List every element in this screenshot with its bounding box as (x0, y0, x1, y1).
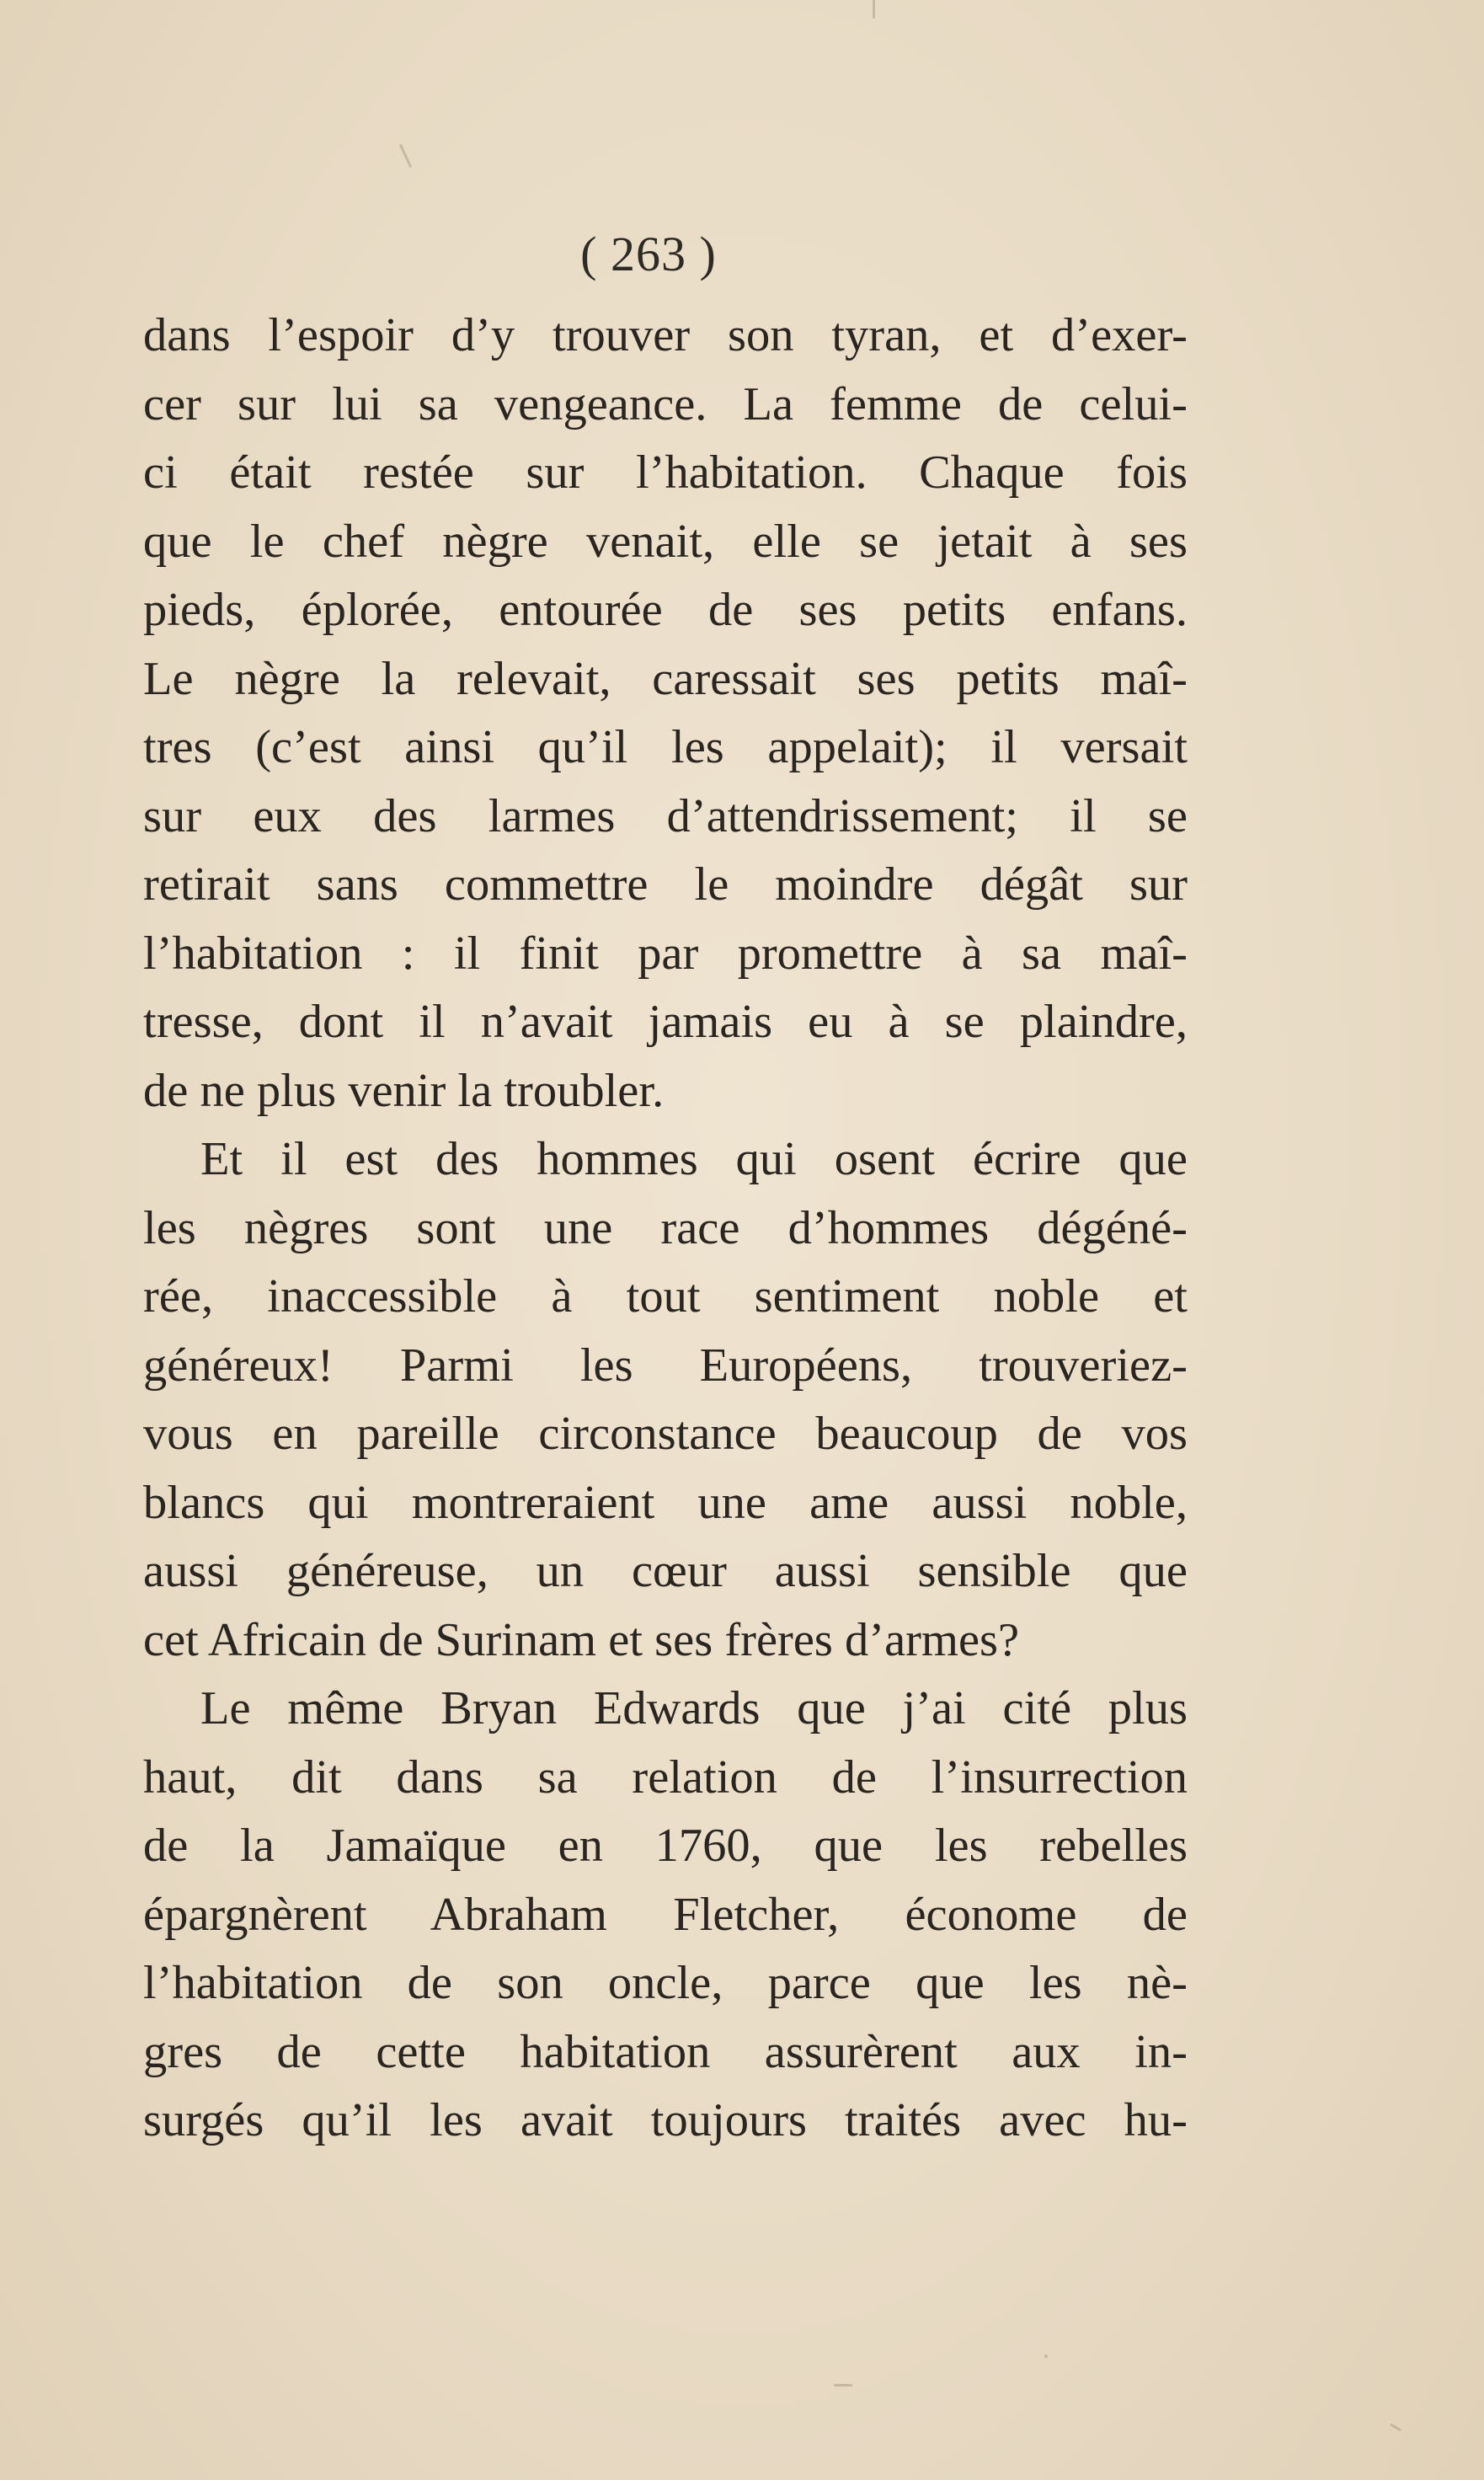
text-line: vous en pareille circonstance beaucoup de vos (143, 1408, 1188, 1460)
text-line: Le même Bryan Edwards que j’ai cité plus (200, 1682, 1188, 1734)
paper-speck (834, 2384, 852, 2386)
paper-speck (1390, 2424, 1401, 2432)
body-text (143, 302, 1188, 2156)
text-line: cer sur lui sa vengeance. La femme de celui- (143, 377, 1188, 430)
text-line: les nègres sont une race d’hommes dégéné- (143, 1201, 1188, 1254)
text-line: l’habitation de son oncle, parce que les nè- (143, 1957, 1188, 2009)
text-line: sur eux des larmes d’attendrissement; il se (143, 789, 1188, 842)
text-line: surgés qu’il les avait toujours traités avec hu- (143, 2094, 1188, 2146)
text-line: blancs qui montreraient une ame aussi noble, (143, 1476, 1188, 1529)
text-line: tres (c’est ainsi qu’il les appelait); il versait (143, 721, 1188, 773)
text-line: l’habitation : il finit par promettre à sa maî- (143, 927, 1188, 980)
text-line: ci était restée sur l’habitation. Chaque fois (143, 446, 1188, 499)
text-line: pieds, éplorée, entourée de ses petits enfans. (143, 584, 1188, 636)
text-line: rée, inaccessible à tout sentiment noble et (143, 1270, 1188, 1323)
text-line: tresse, dont il n’avait jamais eu à se plaindre, (143, 996, 1188, 1048)
text-line: haut, dit dans sa relation de l’insurrection (143, 1750, 1188, 1804)
text-line: de la Jamaïque en 1760, que les rebelles (143, 1820, 1188, 1872)
paper-speck (399, 144, 412, 168)
text-line: que le chef nègre venait, elle se jetait à ses (143, 515, 1188, 568)
text-line: retirait sans commettre le moindre dégât sur (143, 858, 1188, 911)
page-number: ( 263 ) (580, 227, 717, 281)
text-line: de ne plus venir la troubler. (143, 1064, 665, 1117)
text-line: épargnèrent Abraham Fletcher, économe de (143, 1888, 1188, 1941)
text-line: dans l’espoir d’y trouver son tyran, et d’exer- (143, 309, 1188, 361)
paper-speck (1044, 2354, 1048, 2358)
text-line: cet Africain de Surinam et ses frères d’armes? (143, 1613, 1020, 1666)
text-line: généreux! Parmi les Européens, trouveriez- (143, 1339, 1188, 1392)
text-line: Le nègre la relevait, caressait ses petits maî- (143, 652, 1188, 705)
text-line: gres de cette habitation assurèrent aux in- (143, 2025, 1188, 2078)
paper-speck (873, 0, 875, 19)
text-line: Et il est des hommes qui osent écrire que (200, 1133, 1188, 1185)
text-line: aussi généreuse, un cœur aussi sensible que (143, 1545, 1188, 1597)
